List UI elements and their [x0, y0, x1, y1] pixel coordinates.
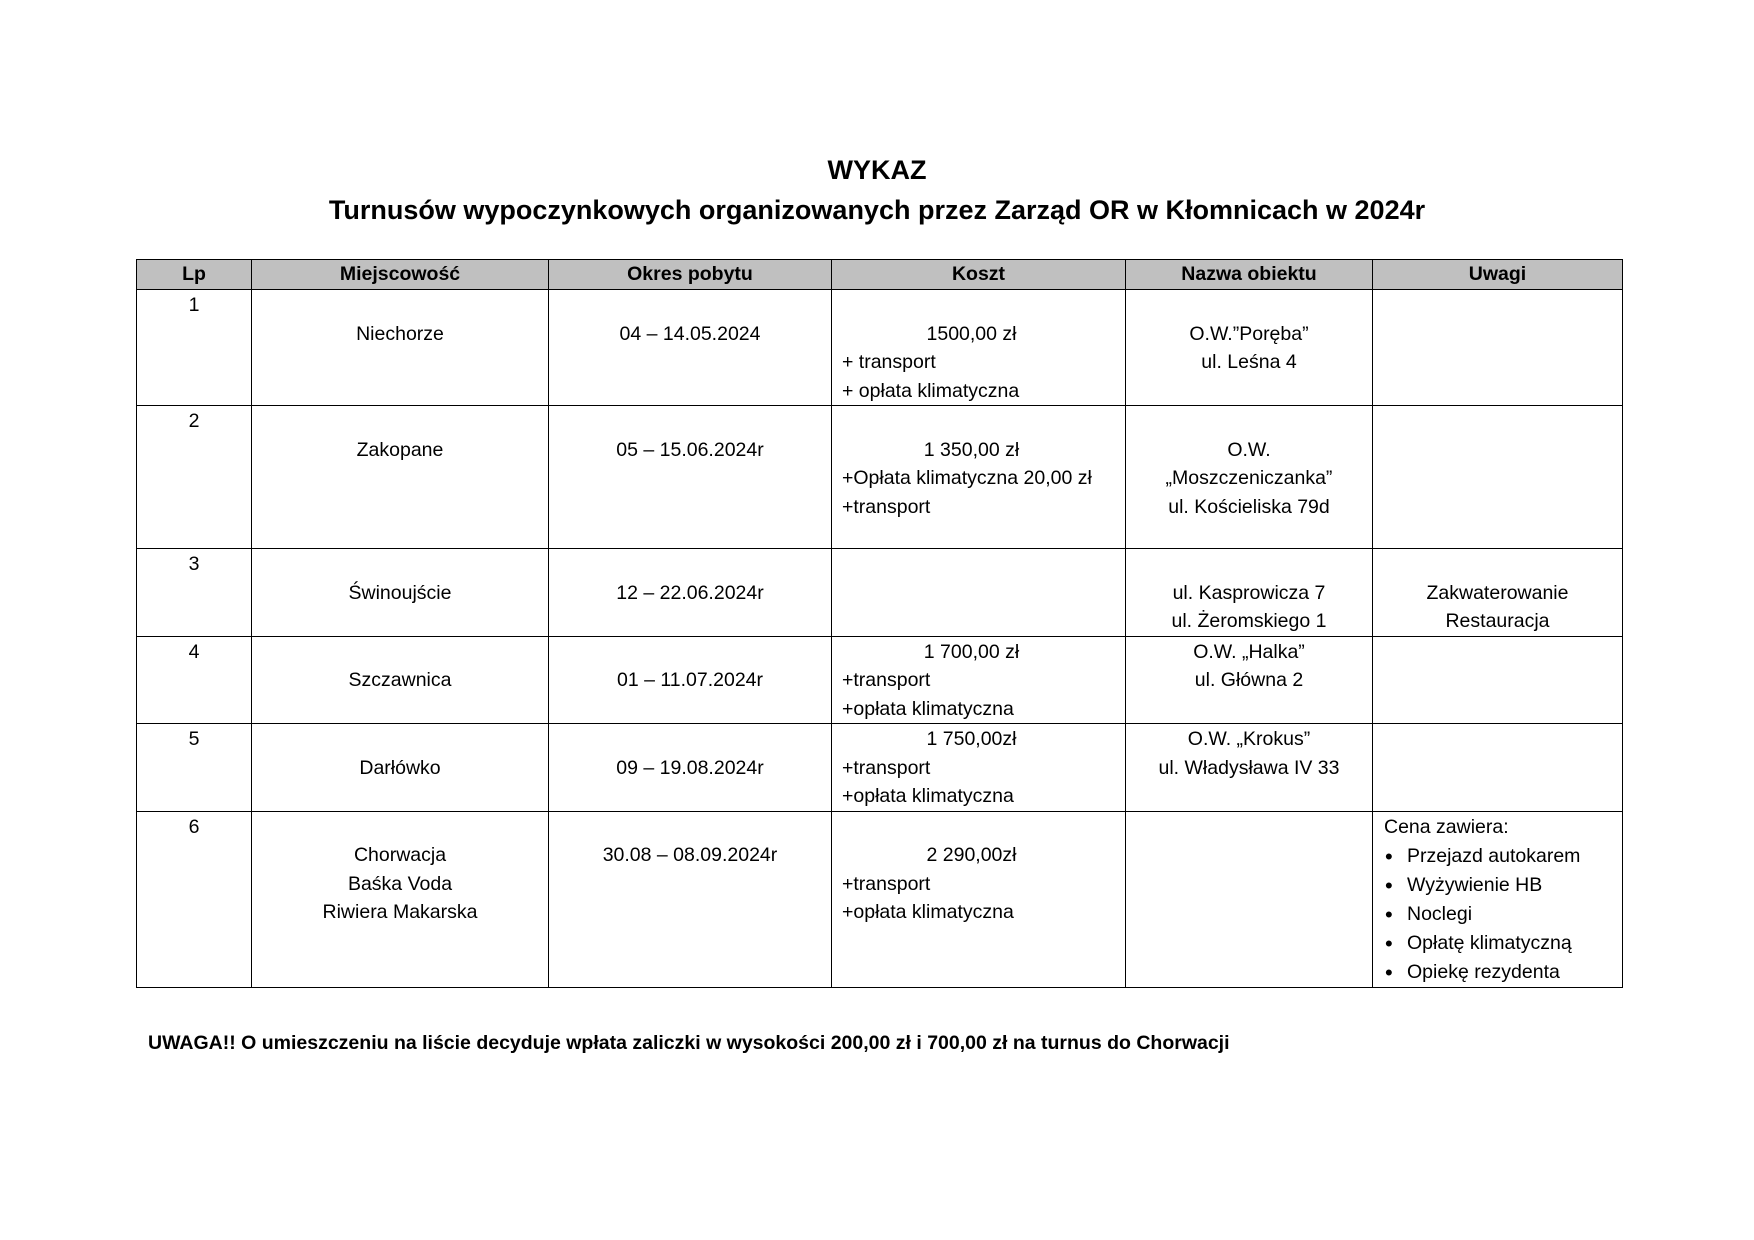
list-item: • Opiekę rezydenta [1373, 958, 1622, 987]
cell-period [549, 636, 832, 724]
cell-lp [137, 549, 252, 637]
cell-period [549, 290, 832, 406]
column-header-period: Okres pobytu [549, 260, 832, 290]
table-header-row [137, 260, 1623, 290]
remarks-heading: Cena zawiera: [1384, 815, 1509, 838]
stays-table [136, 259, 1623, 988]
cost-extra: +transport [842, 872, 931, 895]
place-line: Chorwacja [353, 844, 447, 866]
cost-extra: +opłata klimatyczna [842, 901, 1014, 923]
table-row [137, 811, 1623, 987]
cell-facility [1126, 406, 1373, 549]
cell-facility [1126, 290, 1373, 406]
column-header-facility: Nazwa obiektu [1126, 260, 1373, 290]
cell-cost [832, 290, 1126, 406]
cell-cost [832, 406, 1126, 549]
cell-cost [832, 636, 1126, 724]
cell-remarks [1373, 811, 1623, 987]
facility-line: ul. Kościeliska 79d [1168, 495, 1330, 518]
period-text: 30.08 – 08.09.2024r [602, 844, 778, 866]
cost-extra: +transport [842, 756, 931, 779]
facility-line: ul. Żeromskiego 1 [1171, 610, 1327, 632]
place-line: Riwiera Makarska [322, 901, 478, 923]
cell-facility [1126, 724, 1373, 812]
cell-remarks [1373, 406, 1623, 549]
column-header-remarks: Uwagi [1373, 260, 1623, 290]
cell-remarks [1373, 636, 1623, 724]
facility-line: ul. Główna 2 [1194, 669, 1304, 691]
document-title: WYKAZ [827, 155, 927, 185]
price-includes-list [1373, 842, 1622, 987]
cost-extra: + opłata klimatyczna [842, 379, 1020, 402]
table-row [137, 724, 1623, 812]
cost-amount: 1 700,00 zł [923, 640, 1020, 663]
cost-amount: 1500,00 zł [926, 322, 1017, 345]
cell-lp [137, 811, 252, 987]
cell-cost [832, 549, 1126, 637]
cost-extra: +Opłata klimatyczna 20,00 zł [842, 467, 1092, 489]
cost-extra: +opłata klimatyczna [842, 697, 1014, 720]
facility-line: O.W. „Halka” [1193, 640, 1305, 663]
cell-place [252, 290, 549, 406]
cost-extra: +transport [842, 669, 931, 691]
cost-amount: 1 750,00zł [926, 728, 1017, 750]
period-text: 09 – 19.08.2024r [616, 756, 764, 779]
column-header-lp: Lp [137, 260, 252, 290]
cell-place [252, 406, 549, 549]
row-number: 4 [188, 640, 200, 663]
table-row [137, 549, 1623, 637]
period-text: 01 – 11.07.2024r [616, 669, 763, 691]
row-number: 1 [188, 294, 200, 316]
facility-line: ul. Leśna 4 [1201, 351, 1297, 373]
facility-line: ul. Kasprowicza 7 [1172, 581, 1326, 604]
place-line: Szczawnica [348, 669, 452, 691]
cell-place [252, 811, 549, 987]
cost-extra: +opłata klimatyczna [842, 785, 1014, 807]
cost-amount: 2 290,00zł [926, 844, 1017, 866]
row-number: 3 [188, 553, 200, 575]
deposit-note: UWAGA!! O umieszczeniu na liście decyduje wpłata zaliczki w wysokości 200,00 zł i 700,00 zł na turnus do Chorwacji [148, 1032, 1230, 1054]
column-header-cost: Koszt [832, 260, 1126, 290]
list-item: • Wyżywienie HB [1373, 871, 1622, 900]
period-text: 05 – 15.06.2024r [616, 438, 764, 461]
facility-line: O.W. [1227, 438, 1271, 461]
cell-period [549, 811, 832, 987]
cell-lp [137, 636, 252, 724]
cell-remarks [1373, 290, 1623, 406]
table-row [137, 290, 1623, 406]
facility-line: O.W.”Poręba” [1189, 322, 1309, 345]
facility-line: ul. Władysława IV 33 [1158, 756, 1340, 779]
list-item: • Przejazd autokarem [1373, 842, 1622, 871]
place-line: Darłówko [359, 756, 441, 779]
cell-cost [832, 724, 1126, 812]
cost-extra: +transport [842, 495, 931, 518]
facility-line: O.W. „Krokus” [1187, 728, 1311, 750]
column-header-place: Miejscowość [252, 260, 549, 290]
cell-period [549, 406, 832, 549]
cell-place [252, 549, 549, 637]
cell-cost [832, 811, 1126, 987]
cell-facility [1126, 636, 1373, 724]
cell-facility [1126, 549, 1373, 637]
cost-amount: 1 350,00 zł [923, 438, 1020, 461]
cell-lp [137, 724, 252, 812]
cell-facility [1126, 811, 1373, 987]
place-line: Niechorze [356, 322, 444, 345]
row-number: 6 [188, 815, 200, 838]
cell-place [252, 724, 549, 812]
place-line: Zakopane [356, 438, 444, 461]
cell-lp [137, 290, 252, 406]
row-number: 2 [188, 410, 200, 432]
document-subtitle: Turnusów wypoczynkowych organizowanych przez Zarząd OR w Kłomnicach w 2024r [328, 195, 1426, 225]
table-row [137, 406, 1623, 549]
cell-remarks [1373, 549, 1623, 637]
cell-period [549, 549, 832, 637]
row-number: 5 [188, 728, 200, 750]
cell-remarks [1373, 724, 1623, 812]
cell-period [549, 724, 832, 812]
period-text: 12 – 22.06.2024r [616, 581, 764, 604]
cell-lp [137, 406, 252, 549]
place-line: Baśka Voda [347, 872, 453, 895]
cell-place [252, 636, 549, 724]
cost-extra: + transport [842, 351, 936, 373]
period-text: 04 – 14.05.2024 [619, 322, 761, 345]
table-row [137, 636, 1623, 724]
remark-line: Zakwaterowanie [1426, 581, 1569, 604]
list-item: • Opłatę klimatyczną [1373, 929, 1622, 958]
facility-line: „Moszczeniczanka” [1165, 467, 1333, 489]
remark-line: Restauracja [1445, 610, 1550, 632]
place-line: Świnoujście [348, 581, 452, 604]
list-item: • Noclegi [1373, 900, 1622, 929]
